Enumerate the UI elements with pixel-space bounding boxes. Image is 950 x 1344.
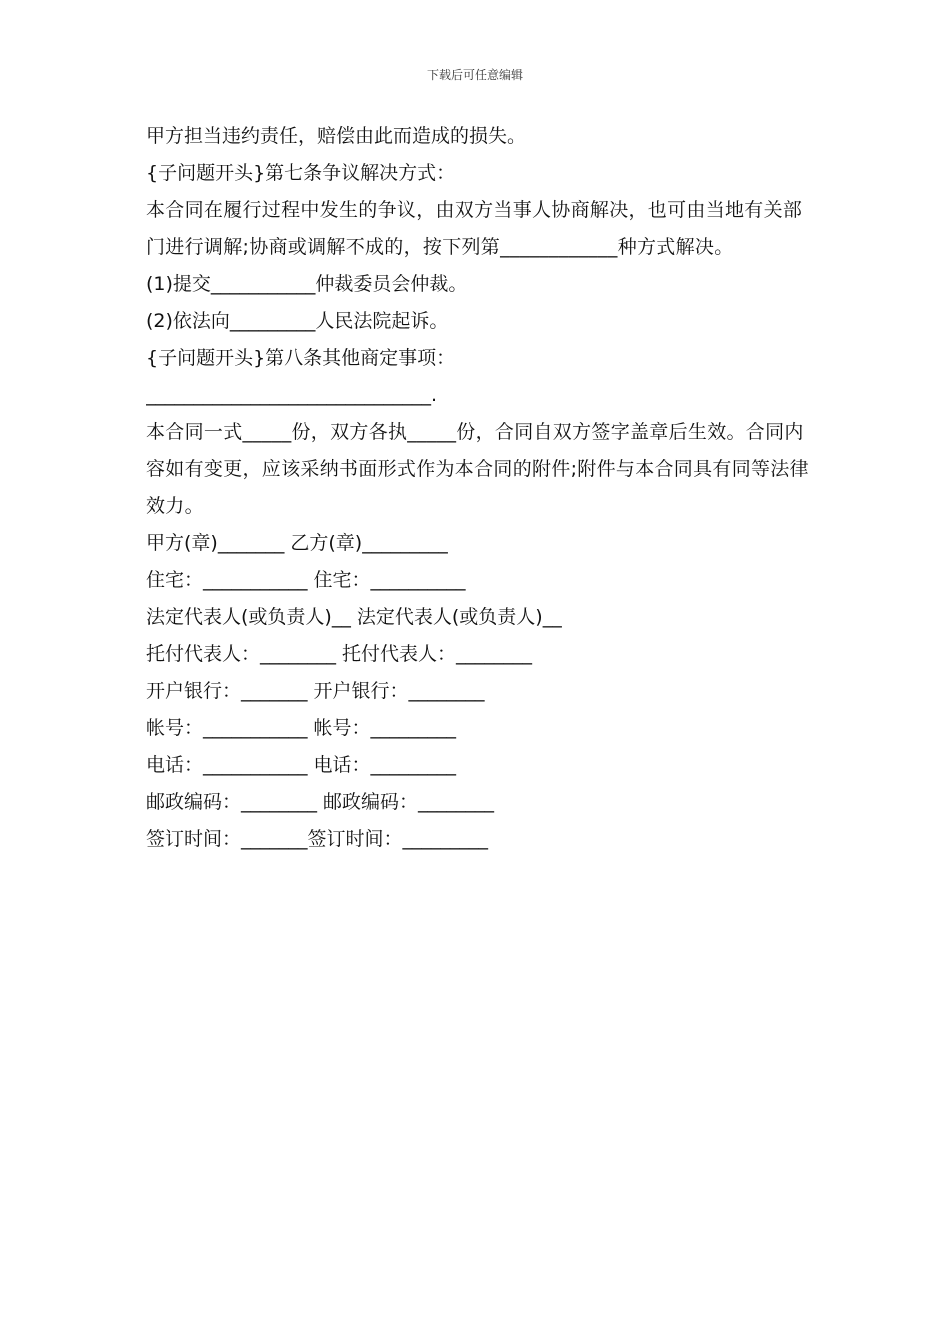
heading-article-8: {子问题开头}第八条其他商定事项： — [146, 347, 456, 369]
text-line-court: (2)依法向_________人民法院起诉。 — [146, 310, 449, 332]
text-line-arbitration: (1)提交___________仲裁委员会仲裁。 — [146, 273, 468, 295]
signature-line-agent: 托付代表人：________ 托付代表人：________ — [146, 643, 533, 665]
text-line-breach-liability: 甲方担当违约责任，赔偿由此而造成的损失。 — [146, 125, 527, 147]
signature-line-bank: 开户银行：_______ 开户银行：________ — [146, 680, 485, 702]
page-header-note: 下载后可任意编辑 — [426, 68, 523, 82]
contract-body — [146, 118, 811, 858]
signature-line-seals: 甲方(章)_______ 乙方(章)_________ — [146, 532, 448, 554]
paragraph-copies-effect: 本合同一式_____份，双方各执_____份，合同自双方签字盖章后生效。合同内容如有变更，应该采纳书面形式作为本合同的附件;附件与本合同具有同等法律效力。 — [146, 421, 809, 517]
text-line-blank-other-matters: ______________________________. — [146, 384, 438, 406]
heading-article-7: {子问题开头}第七条争议解决方式： — [146, 162, 456, 184]
signature-line-address: 住宅：___________ 住宅：__________ — [146, 569, 466, 591]
paragraph-dispute-resolution: 本合同在履行过程中发生的争议，由双方当事人协商解决，也可由当地有关部门进行调解;协商或调解不成的，按下列第____________种方式解决。 — [146, 199, 803, 258]
signature-line-account: 帐号：___________ 帐号：_________ — [146, 717, 457, 739]
signature-line-sign-date: 签订时间：_______签订时间：_________ — [146, 828, 489, 850]
signature-line-legal-representative: 法定代表人(或负责人)__ 法定代表人(或负责人)__ — [146, 606, 562, 628]
signature-line-phone: 电话：___________ 电话：_________ — [146, 754, 457, 776]
signature-line-postcode: 邮政编码：________ 邮政编码：________ — [146, 791, 495, 813]
